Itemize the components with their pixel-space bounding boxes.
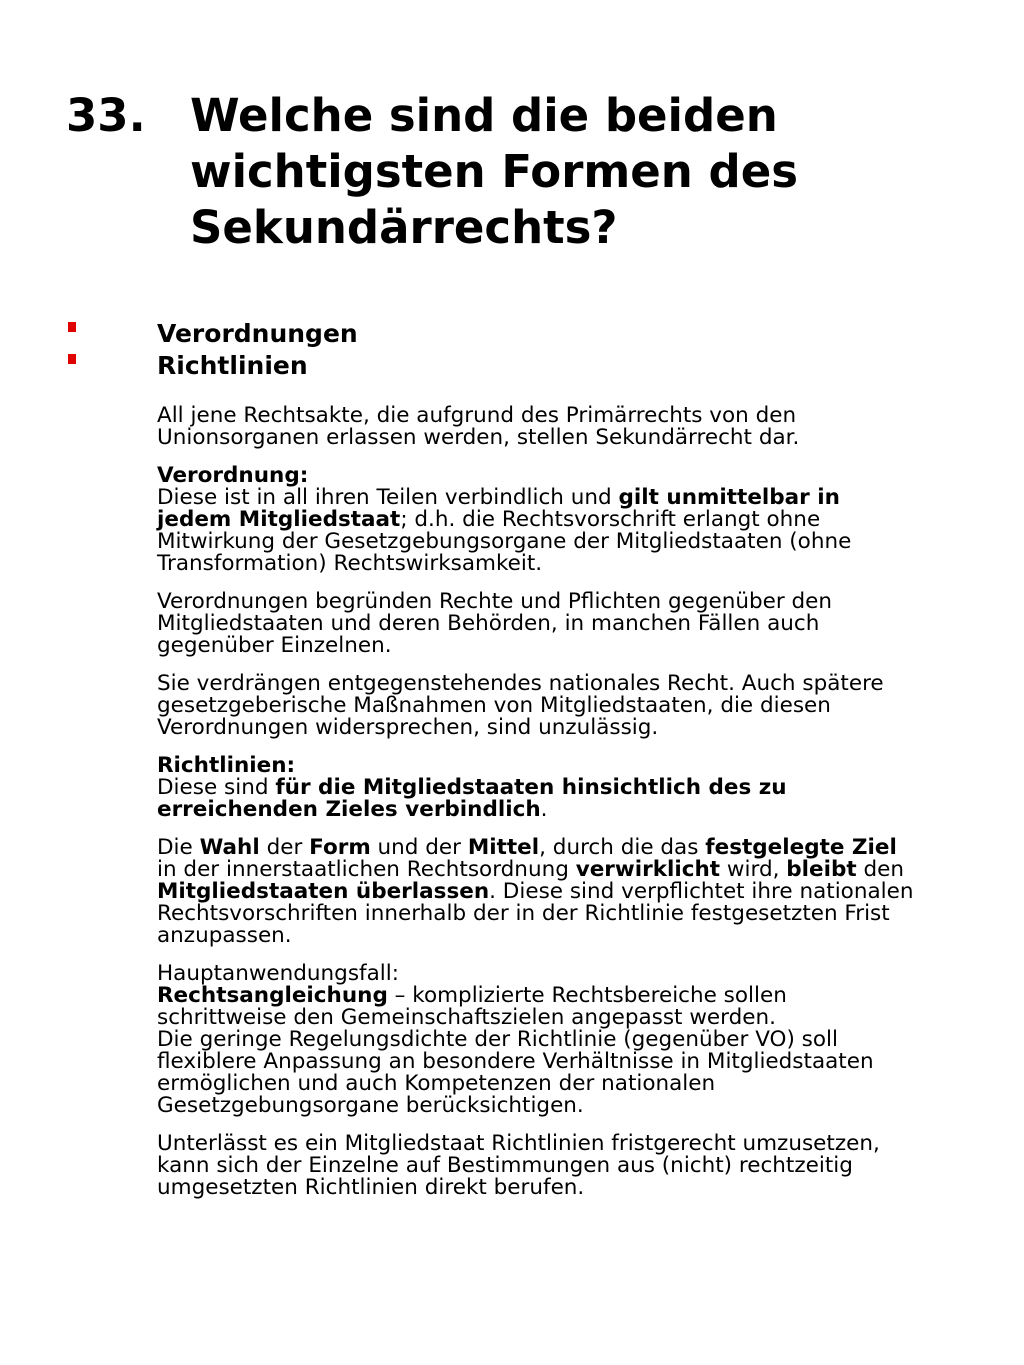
text-line: Diese sind für die Mitgliedstaaten hinsichtlich des zu [157,775,787,800]
hauptanwendungsfall-paragraph [157,963,967,1117]
text-line: anzupassen. [157,923,292,948]
question-number: 33. [66,89,146,142]
bullet-item [66,318,966,350]
title-line: wichtigsten Formen des [190,145,799,198]
wahl-paragraph [157,837,967,947]
richtlinien-paragraph [157,755,967,821]
text-line: schrittweise den Gemeinschaftszielen angepasst werden. [157,1005,776,1030]
text-line: Gesetzgebungsorgane berücksichtigen. [157,1093,584,1118]
text-line: kann sich der Einzelne auf Bestimmungen aus (nicht) rechtzeitig [157,1153,853,1178]
text-line: Die geringe Regelungsdichte der Richtlinie (gegenüber VO) soll [157,1027,838,1052]
unterlaesst-paragraph [157,1133,967,1199]
text-line: in der innerstaatlichen Rechtsordnung verwirklicht wird, bleibt den [157,857,904,882]
text-line: Rechtsvorschriften innerhalb der in der Richtlinie festgesetzten Frist [157,901,890,926]
text-line: Unionsorganen erlassen werden, stellen Sekundärrecht dar. [157,425,800,450]
verordnungen-rechte-paragraph [157,591,967,657]
text-line: Verordnungen begründen Rechte und Pflichten gegenüber den [157,589,833,614]
red-square-bullet-icon [68,354,76,364]
richtlinien-heading: Richtlinien: [157,753,296,778]
body-text [157,405,967,1215]
text-line: All jene Rechtsakte, die aufgrund des Primärrechts von den [157,403,797,428]
text-line: Unterlässt es ein Mitgliedstaat Richtlinien fristgerecht umzusetzen, [157,1131,880,1156]
intro-paragraph [157,405,967,449]
text-line: Mitgliedstaaten überlassen. Diese sind verpflichtet ihre nationalen [157,879,914,904]
text-line: Mitgliedstaaten und deren Behörden, in manchen Fällen auch [157,611,820,636]
text-line: Mitwirkung der Gesetzgebungsorgane der Mitgliedstaaten (ohne [157,529,852,554]
text-line: ermöglichen und auch Kompetenzen der nationalen [157,1071,716,1096]
bullet-label-verordnungen: Verordnungen [157,319,358,348]
title-line: Welche sind die beiden [190,89,778,142]
question-title [190,88,990,256]
text-line: Rechtsangleichung – komplizierte Rechtsbereiche sollen [157,983,787,1008]
verdraengen-paragraph [157,673,967,739]
text-line: gesetzgeberische Maßnahmen von Mitgliedstaaten, die diesen [157,693,831,718]
bullet-item [66,350,966,382]
text-line: Diese ist in all ihren Teilen verbindlich und gilt unmittelbar in [157,485,840,510]
verordnung-heading: Verordnung: [157,463,309,488]
red-square-bullet-icon [68,322,76,332]
text-line: Transformation) Rechtswirksamkeit. [157,551,543,576]
text-line: Die Wahl der Form und der Mittel, durch die das festgelegte Ziel [157,835,897,860]
bullet-label-richtlinien: Richtlinien [157,351,308,380]
text-line: Verordnungen widersprechen, sind unzulässig. [157,715,659,740]
title-line: Sekundärrechts? [190,201,618,254]
text-line: gegenüber Einzelnen. [157,633,392,658]
text-line: Sie verdrängen entgegenstehendes nationales Recht. Auch spätere [157,671,884,696]
text-line: flexiblere Anpassung an besondere Verhältnisse in Mitgliedstaaten [157,1049,874,1074]
text-line: erreichenden Zieles verbindlich. [157,797,548,822]
text-line: Hauptanwendungsfall: [157,961,399,986]
text-line: umgesetzten Richtlinien direkt berufen. [157,1175,585,1200]
bullet-list [66,318,966,382]
verordnung-paragraph [157,465,967,575]
text-line: jedem Mitgliedstaat; d.h. die Rechtsvorschrift erlangt ohne [157,507,821,532]
